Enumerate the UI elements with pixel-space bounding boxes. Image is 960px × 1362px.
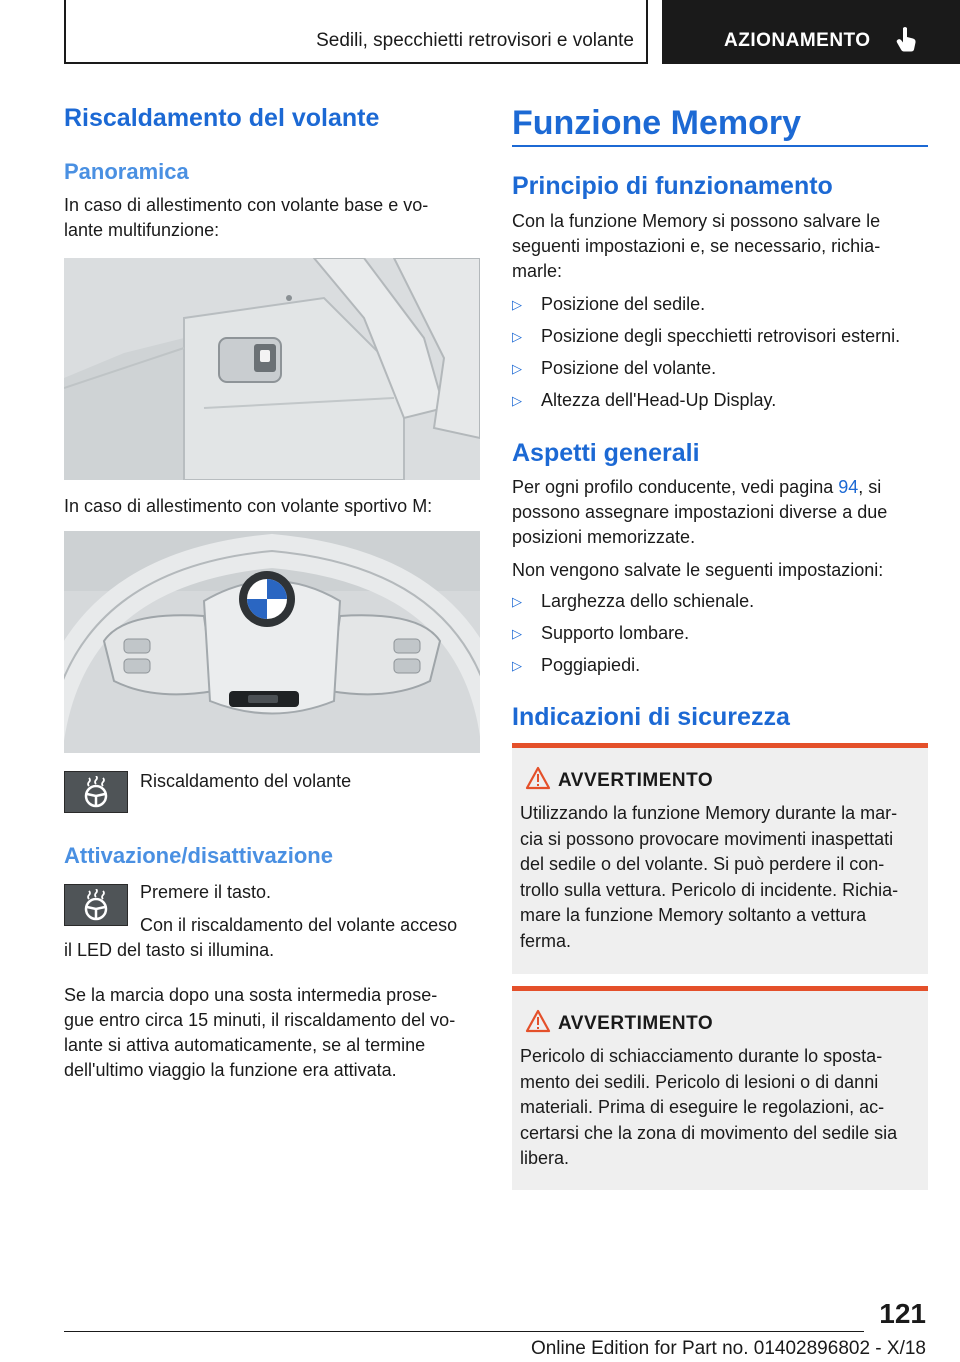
header-section-title: Sedili, specchietti retrovisori e volante [316,30,634,51]
heated-steering-wheel-icon [79,889,113,921]
section-title-steering-heating: Riscaldamento del volante [64,104,380,132]
auto-text-line-1: Se la marcia dopo una sosta intermedia prose- [64,985,438,1005]
header-chapter-label: AZIONAMENTO [724,30,871,51]
footer-divider [64,1331,864,1332]
overview-text-line-2: lante multifunzione: [64,220,220,240]
led-text-line-1: Con il riscaldamento del volante acceso [140,915,458,935]
warning-body: Utilizzando la funzione Memory durante la mar- cia si possono provocare movimenti inaspettati del sedile o del volante. Si può perdere il con- trollo sulla vettura. Pericolo di incidente. Richia- mare la funzione Memory soltanto a vettura ferma. [520,803,899,951]
warning-label: AVVERTIMENTO [558,770,714,791]
triangle-bullet-icon: ▷ [512,361,522,376]
triangle-bullet-icon: ▷ [512,594,522,609]
principle-text-line-2: seguenti impostazioni e, se necessario, richia- [512,236,881,256]
section-title-memory: Funzione Memory [512,104,802,142]
warning-triangle-icon [525,1009,551,1033]
warning-body: Pericolo di schiacciamento durante lo sposta- mento dei sedili. Pericolo di lesioni o di danni materiali. Prima di eseguire le regolazioni, ac- certarsi che la zona di movimento del sedile sia libera. [520,1046,898,1168]
principle-text-line-1: Con la funzione Memory si possono salvare le [512,211,881,231]
header-section-tab [64,0,648,64]
header-chapter-tab [662,0,960,64]
general-text-line-1: Per ogni profilo conducente, vedi pagina 94, si [512,477,882,497]
triangle-bullet-icon: ▷ [512,393,522,408]
activation-heading: Attivazione/disattivazione [64,843,333,868]
triangle-bullet-icon: ▷ [512,297,522,312]
general-text-line-2: possono assegnare impostazioni diverse a due [512,502,888,522]
warning-box [512,743,928,974]
auto-text-line-4: dell'ultimo viaggio la funzione era attivata. [64,1060,397,1080]
safety-heading: Indicazioni di sicurezza [512,703,790,731]
overview-text-line-1: In caso di allestimento con volante base e vo- [64,195,429,215]
hand-pointer-icon [896,26,918,52]
page-number: 121 [879,1298,926,1329]
steering-column-button-photo [64,258,480,480]
icon-label: Riscaldamento del volante [140,771,352,791]
steering-heating-button-icon [64,771,128,813]
auto-text-line-3: lante si attiva automaticamente, se al termine [64,1035,426,1055]
warning-triangle-icon [525,766,551,790]
sport-steering-text: In caso di allestimento con volante sportivo M: [64,496,433,516]
heated-steering-wheel-icon [79,776,113,808]
overview-heading: Panoramica [64,159,189,184]
page-link[interactable]: 94 [838,477,859,497]
principle-heading: Principio di funzionamento [512,172,833,200]
triangle-bullet-icon: ▷ [512,658,522,673]
sport-steering-wheel-photo [64,531,480,753]
steering-heating-button-icon-2 [64,884,128,926]
general-heading: Aspetti generali [512,439,700,467]
triangle-bullet-icon: ▷ [512,626,522,641]
title-underline [512,145,928,147]
press-button-text: Premere il tasto. [140,882,272,902]
principle-text-line-3: marle: [512,261,563,281]
warning-label: AVVERTIMENTO [558,1013,714,1034]
general-text-line-3: posizioni memorizzate. [512,527,696,547]
triangle-bullet-icon: ▷ [512,329,522,344]
auto-text-line-2: gue entro circa 15 minuti, il riscaldamento del vo- [64,1010,456,1030]
footer-edition-text: Online Edition for Part no. 01402896802 - X/18 [530,1338,926,1359]
led-text-line-2: il LED del tasto si illumina. [64,940,275,960]
warning-box [512,986,928,1190]
not-saved-intro: Non vengono salvate le seguenti impostazioni: [512,560,884,580]
